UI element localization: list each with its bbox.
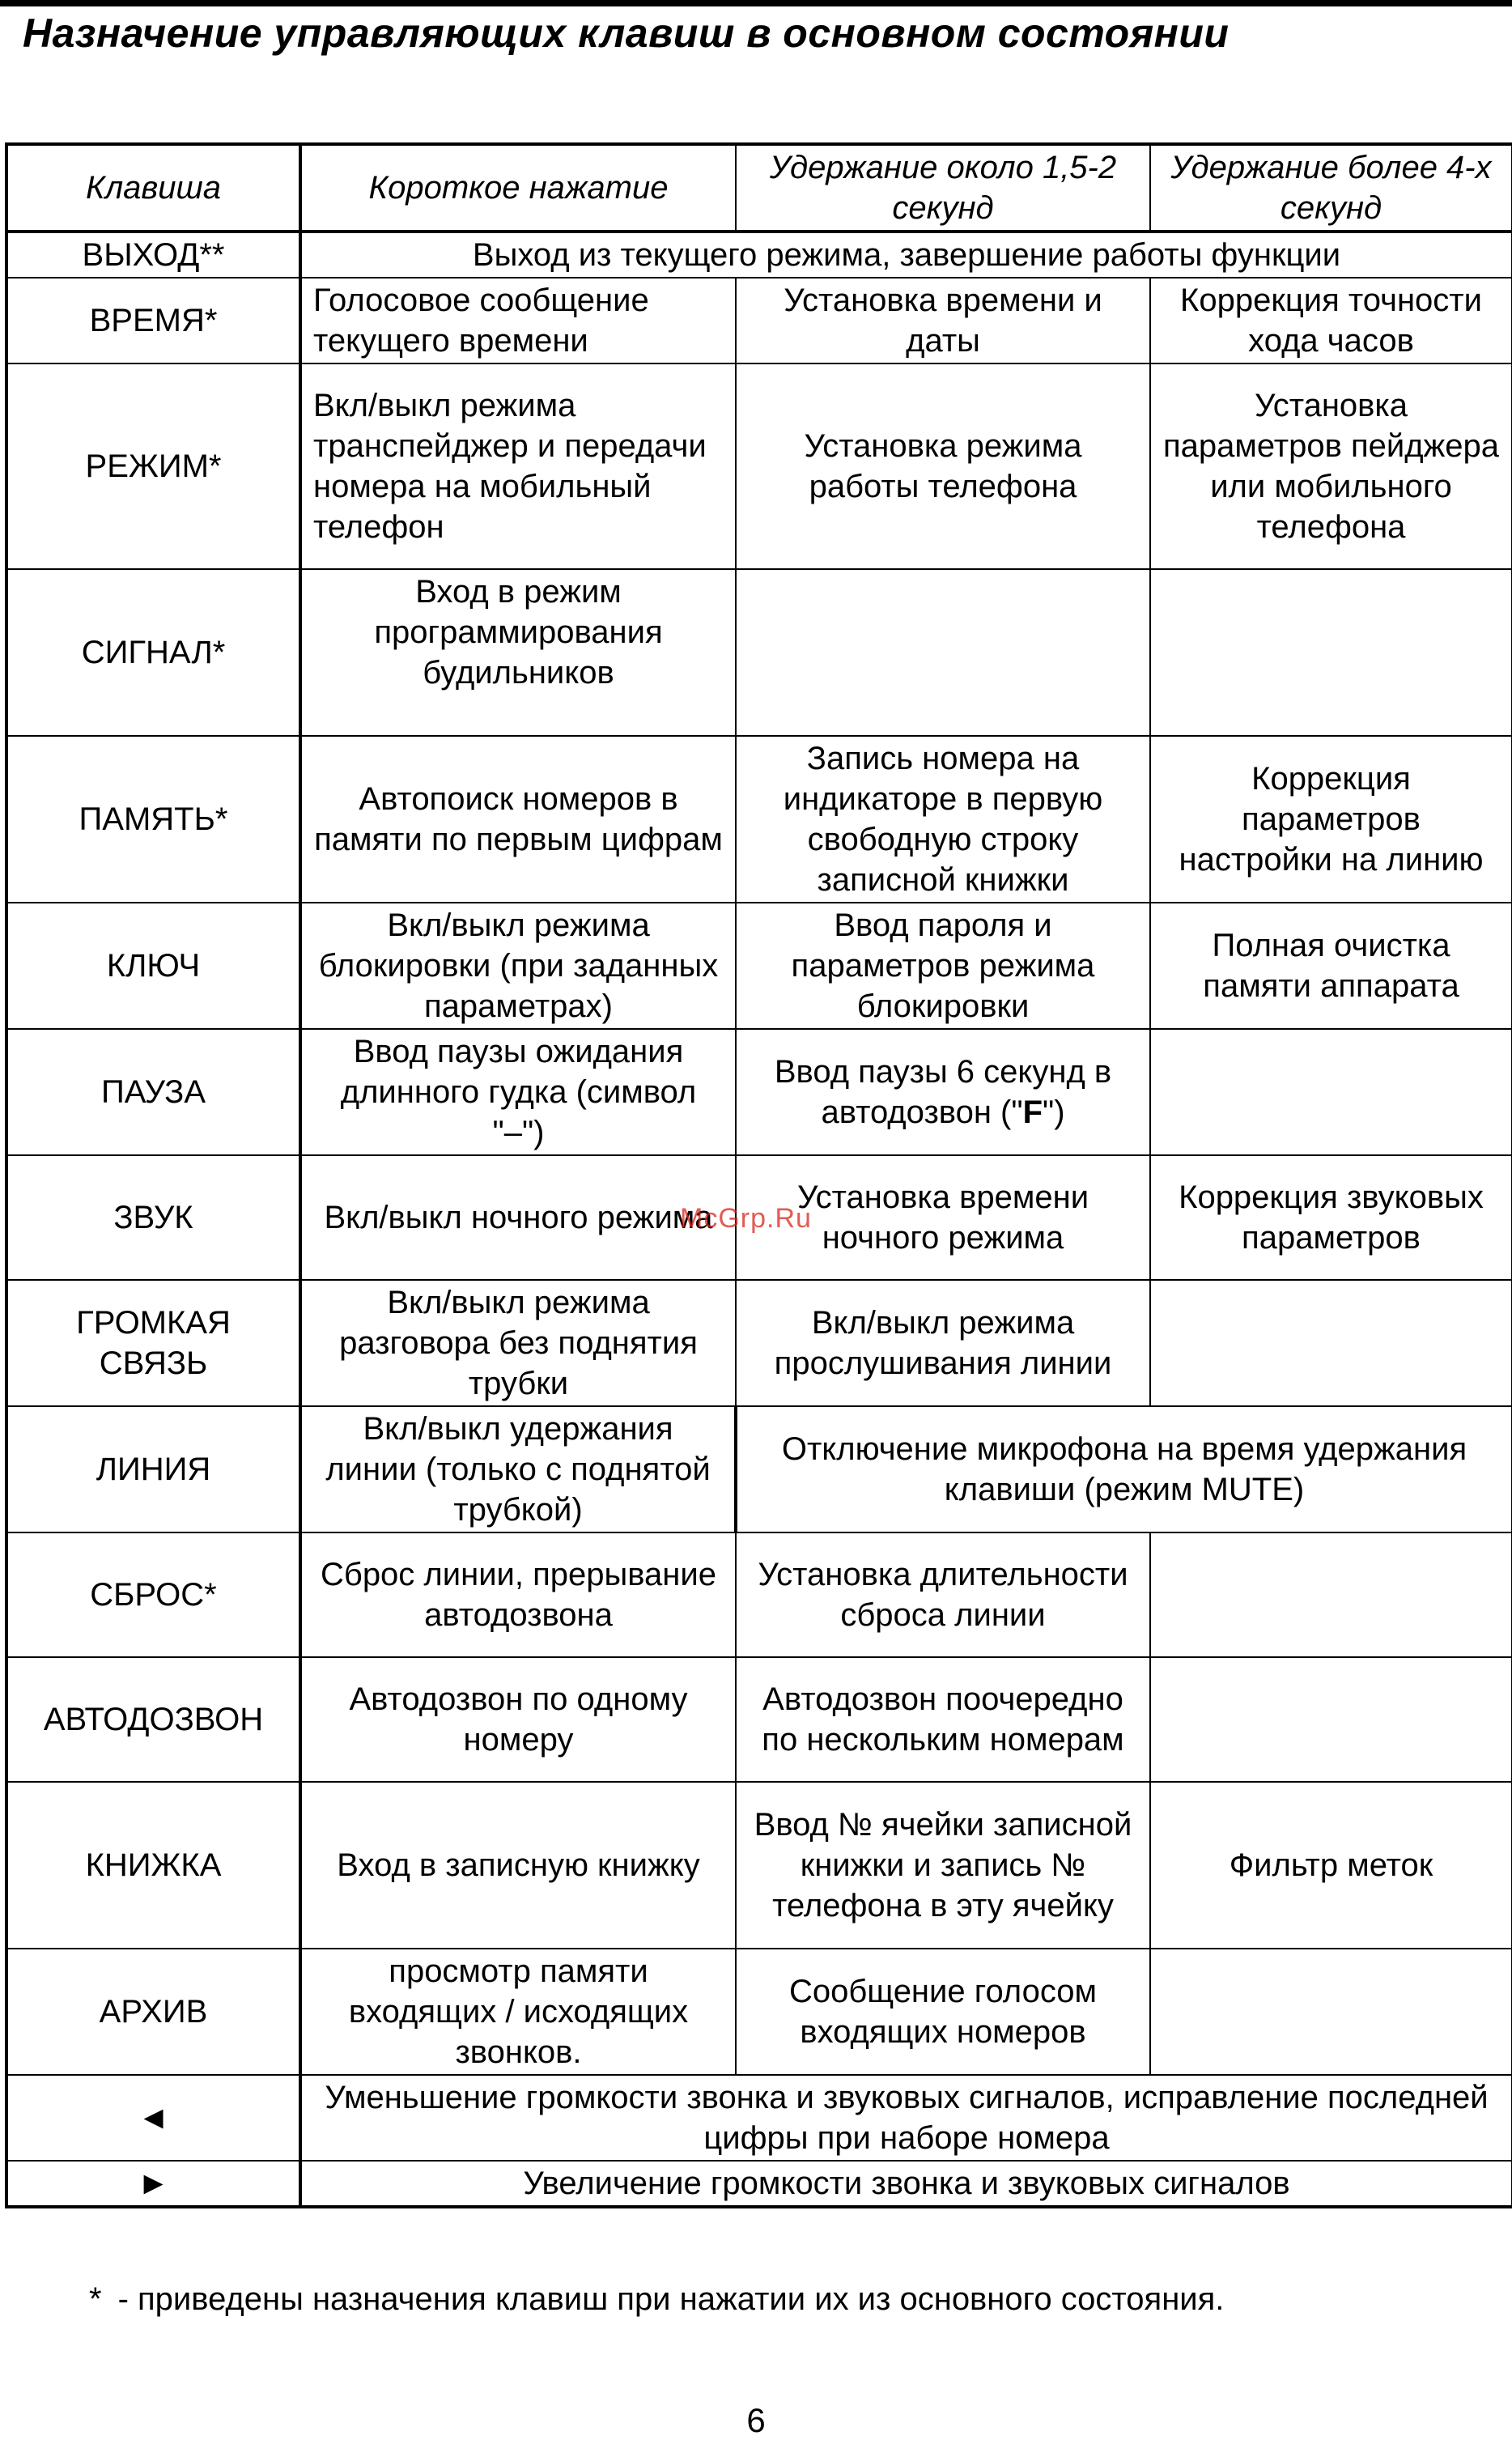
key-name: КЛЮЧ	[6, 903, 300, 1029]
table-row	[6, 2161, 1512, 2207]
hold-1-5-cell: Сообщение голосом входящих номеров	[736, 1949, 1150, 2075]
hold-4-cell: Установка параметров пейджера или мобильного телефона	[1150, 363, 1512, 569]
hold-4-cell	[1150, 1657, 1512, 1782]
key-name: ПАУЗА	[6, 1029, 300, 1155]
page-title: Назначение управляющих клавиш в основном состоянии	[23, 11, 1230, 56]
hold-1-5-cell: Запись номера на индикаторе в первую свободную строку записной книжки	[736, 736, 1150, 903]
key-name: СБРОС*	[6, 1532, 300, 1657]
hold-4-cell	[1150, 569, 1512, 736]
short-press-cell: Вкл/выкл ночного режима	[300, 1155, 736, 1280]
key-name: СИГНАЛ*	[6, 569, 300, 736]
hold-4-cell: Коррекция параметров настройки на линию	[1150, 736, 1512, 903]
table-row	[6, 2075, 1512, 2161]
short-press-cell: Вкл/выкл режима разговора без поднятия трубки	[300, 1280, 736, 1406]
hold-4-cell: Фильтр меток	[1150, 1782, 1512, 1949]
hold-1-5-cell: Вкл/выкл режима прослушивания линии	[736, 1280, 1150, 1406]
hold-4-cell	[1150, 1029, 1512, 1155]
key-name: АРХИВ	[6, 1949, 300, 2075]
table-row	[6, 1406, 1512, 1532]
key-name: ЛИНИЯ	[6, 1406, 300, 1532]
keys-table	[5, 142, 1512, 2208]
short-press-cell: Вкл/выкл удержания линии (только с поднятой трубкой)	[300, 1406, 736, 1532]
merged-cell: Увеличение громкости звонка и звуковых сигналов	[300, 2161, 1512, 2207]
hold-4-cell	[1150, 1949, 1512, 2075]
footnote-text: - приведены назначения клавиш при нажатии их из основного состояния.	[117, 2281, 1225, 2317]
table-row	[6, 1782, 1512, 1949]
hold-1-5-cell	[736, 569, 1150, 736]
merged-hold-cell: Отключение микрофона на время удержания клавиши (режим MUTE)	[736, 1406, 1512, 1532]
hold-1-5-cell	[736, 1029, 1150, 1155]
left-arrow-key: ◄	[6, 2075, 300, 2161]
watermark: McGrp.Ru	[680, 1203, 812, 1234]
table-row	[6, 363, 1512, 569]
footnote	[89, 2281, 1224, 2318]
header-short-press: Короткое нажатие	[300, 144, 736, 232]
hold-1-5-cell: Установка режима работы телефона	[736, 363, 1150, 569]
merged-cell: Выход из текущего режима, завершение работы функции	[300, 232, 1512, 278]
top-rule	[0, 0, 1512, 6]
merged-cell: Уменьшение громкости звонка и звуковых сигналов, исправление последней цифры при наборе номера	[300, 2075, 1512, 2161]
page-number: 6	[746, 2401, 766, 2439]
table-row	[6, 1029, 1512, 1155]
short-press-cell: Автодозвон по одному номеру	[300, 1657, 736, 1782]
hold-4-cell	[1150, 1280, 1512, 1406]
key-name: ВЫХОД**	[6, 232, 300, 278]
key-name: ГРОМКАЯ СВЯЗЬ	[6, 1280, 300, 1406]
hold-text-prefix: Ввод паузы 6 секунд в автодозвон ("	[774, 1054, 1112, 1130]
short-press-cell: Сброс линии, прерывание автодозвона	[300, 1532, 736, 1657]
right-arrow-key: ►	[6, 2161, 300, 2207]
key-name: ПАМЯТЬ*	[6, 736, 300, 903]
key-name: ВРЕМЯ*	[6, 278, 300, 363]
f-symbol: F	[1022, 1095, 1043, 1130]
short-press-cell: Вход в записную книжку	[300, 1782, 736, 1949]
hold-1-5-cell: Автодозвон поочередно по нескольким номерам	[736, 1657, 1150, 1782]
table-row	[6, 1657, 1512, 1782]
hold-1-5-cell: Ввод пароля и параметров режима блокировки	[736, 903, 1150, 1029]
hold-1-5-cell: Установка длительности сброса линии	[736, 1532, 1150, 1657]
header-row	[6, 144, 1512, 232]
short-press-cell: Автопоиск номеров в памяти по первым цифрам	[300, 736, 736, 903]
table-row	[6, 736, 1512, 903]
footnote-marker: *	[89, 2281, 102, 2317]
table-row	[6, 232, 1512, 278]
header-hold-4: Удержание более 4-х секунд	[1150, 144, 1512, 232]
short-press-cell: Вход в режим программирования будильников	[300, 569, 736, 736]
hold-text-suffix: ")	[1043, 1095, 1065, 1130]
hold-1-5-cell: Установка времени ночного режима	[736, 1155, 1150, 1280]
short-press-cell: Голосовое сообщение текущего времени	[300, 278, 736, 363]
hold-4-cell	[1150, 1532, 1512, 1657]
hold-1-5-cell: Установка времени и даты	[736, 278, 1150, 363]
key-name: АВТОДОЗВОН	[6, 1657, 300, 1782]
hold-1-5-cell: Ввод № ячейки записной книжки и запись № телефона в эту ячейку	[736, 1782, 1150, 1949]
short-press-cell: Ввод паузы ожидания длинного гудка (символ "–")	[300, 1029, 736, 1155]
hold-4-cell: Коррекция звуковых параметров	[1150, 1155, 1512, 1280]
table-row	[6, 278, 1512, 363]
table-row	[6, 1532, 1512, 1657]
key-name: ЗВУК	[6, 1155, 300, 1280]
table-row	[6, 569, 1512, 736]
hold-4-cell: Коррекция точности хода часов	[1150, 278, 1512, 363]
short-press-cell: Вкл/выкл режима блокировки (при заданных параметрах)	[300, 903, 736, 1029]
header-key: Клавиша	[6, 144, 300, 232]
table-row	[6, 1280, 1512, 1406]
key-name: КНИЖКА	[6, 1782, 300, 1949]
hold-4-cell: Полная очистка памяти аппарата	[1150, 903, 1512, 1029]
short-press-cell: Вкл/выкл режима транспейджер и передачи номера на мобильный телефон	[300, 363, 736, 569]
short-press-cell: просмотр памяти входящих / исходящих звонков.	[300, 1949, 736, 2075]
key-name: РЕЖИМ*	[6, 363, 300, 569]
header-hold-1-5: Удержание около 1,5-2 секунд	[736, 144, 1150, 232]
table-row	[6, 1949, 1512, 2075]
table-row	[6, 903, 1512, 1029]
